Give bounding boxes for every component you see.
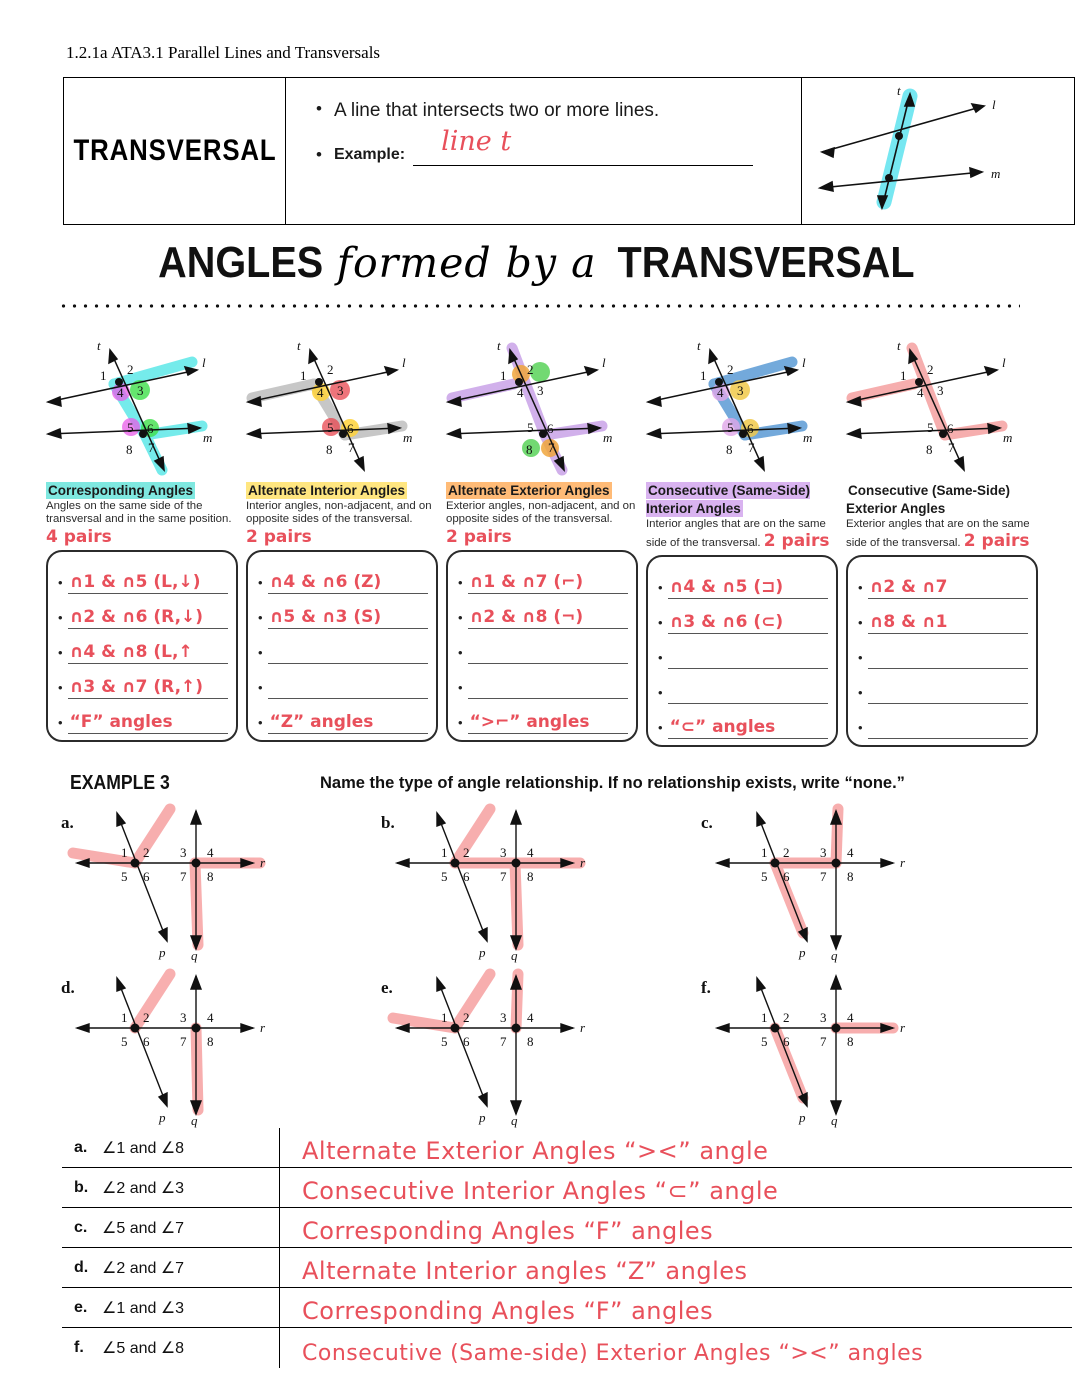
row-answer-blank[interactable] — [280, 1128, 1072, 1167]
example-diagram-d — [55, 970, 375, 1135]
card-alternate-exterior-angles — [442, 330, 642, 747]
svg-text:7: 7 — [548, 440, 555, 455]
answer-row[interactable]: • ∩8 & ∩1 — [856, 599, 1028, 634]
diagram-letter: c. — [701, 813, 713, 832]
answer-text: ∩3 & ∩7 (R,↑) — [69, 676, 204, 697]
svg-text:4: 4 — [317, 385, 324, 400]
answer-row[interactable]: • ∩4 & ∩6 (Z) — [256, 559, 428, 594]
svg-text:1: 1 — [761, 845, 768, 860]
answer-text: ∩2 & ∩6 (R,↓) — [69, 606, 204, 627]
answer-row[interactable]: • — [256, 629, 428, 664]
card-5-desc — [846, 518, 1038, 552]
banner-script: formed by a — [336, 239, 597, 287]
answer-row[interactable]: • ∩1 & ∩5 (L,↓) — [56, 559, 228, 594]
svg-text:8: 8 — [207, 1034, 214, 1049]
card-5-title: Consecutive (Same-Side) Exterior Angles — [846, 483, 1011, 516]
row-answer-blank[interactable] — [280, 1208, 1072, 1247]
diagram-f-label-p: p — [799, 1110, 806, 1125]
svg-text:1: 1 — [900, 368, 907, 383]
row-letter: d. — [74, 1258, 89, 1276]
row-letter: b. — [74, 1178, 89, 1196]
table-row — [62, 1168, 1072, 1208]
answer-row[interactable]: • — [856, 634, 1028, 669]
svg-text:7: 7 — [148, 440, 155, 455]
svg-text:7: 7 — [348, 440, 355, 455]
card-3-pairs: 2 pairs — [446, 526, 512, 547]
svg-text:4: 4 — [117, 385, 124, 400]
answer-row[interactable]: • ∩4 & ∩5 (⊐) — [656, 564, 828, 599]
answer-text: ∩2 & ∩8 (¬) — [469, 606, 584, 627]
svg-text:8: 8 — [126, 442, 133, 457]
card-2-head — [246, 482, 438, 500]
row-answer-blank[interactable] — [280, 1328, 1072, 1368]
diagram-d-label-r: r — [260, 1020, 266, 1035]
row-answer-handwriting: Corresponding Angles “F” angles — [302, 1217, 714, 1245]
svg-text:5: 5 — [327, 420, 334, 435]
svg-text:4: 4 — [847, 1010, 854, 1025]
card-2-title: Alternate Interior Angles — [248, 483, 406, 498]
diagram-d-label-p: p — [159, 1110, 166, 1125]
svg-text:3: 3 — [820, 845, 827, 860]
svg-text:t: t — [297, 338, 301, 353]
card-figure-5 — [842, 330, 1042, 482]
svg-text:1: 1 — [121, 845, 128, 860]
svg-text:2: 2 — [927, 362, 934, 377]
table-row — [62, 1328, 1072, 1368]
svg-text:m: m — [803, 430, 813, 445]
svg-text:7: 7 — [820, 1034, 827, 1049]
card-3-desc-text: Exterior angles, non-adjacent, and on opposite sides of the transversal. — [446, 500, 636, 526]
definition-term: TRANSVERSAL — [73, 134, 276, 167]
figure-label-t: t — [897, 83, 901, 98]
svg-text:l: l — [1002, 355, 1006, 370]
svg-text:5: 5 — [527, 420, 534, 435]
svg-text:8: 8 — [847, 869, 854, 884]
example-row-bottom — [55, 970, 1055, 1135]
svg-text:8: 8 — [326, 442, 333, 457]
banner-word-1: ANGLES — [158, 238, 324, 287]
answer-row[interactable]: • ∩2 & ∩7 — [856, 564, 1028, 599]
row-prompt: ∠2 and ∠7 — [102, 1248, 280, 1287]
answer-text: ∩4 & ∩5 (⊐) — [669, 576, 784, 597]
svg-text:5: 5 — [761, 1034, 768, 1049]
row-letter: a. — [74, 1138, 88, 1156]
svg-text:7: 7 — [820, 869, 827, 884]
svg-text:6: 6 — [783, 869, 790, 884]
row-prompt: ∠2 and ∠3 — [102, 1168, 280, 1207]
card-5-pairs: 2 pairs — [963, 531, 1030, 552]
diagram-c-label-q: q — [831, 948, 838, 963]
card-5-answer-box — [846, 555, 1038, 747]
card-5-head — [846, 482, 1038, 518]
example-diagram-a — [55, 805, 375, 970]
svg-text:7: 7 — [748, 440, 755, 455]
answer-text: ∩1 & ∩7 (⌐) — [469, 571, 584, 592]
diagram-f-label-q: q — [831, 1113, 838, 1128]
svg-text:4: 4 — [527, 1010, 534, 1025]
answer-row[interactable]: • “F” angles — [56, 699, 228, 734]
answer-text: “>⌐” angles — [469, 711, 590, 732]
row-letter: e. — [74, 1298, 88, 1316]
svg-text:4: 4 — [847, 845, 854, 860]
diagram-f-label-r: r — [900, 1020, 906, 1035]
svg-text:3: 3 — [937, 383, 944, 398]
example-3-diagrams — [55, 805, 1055, 1135]
card-consecutive-interior-angles — [642, 330, 842, 747]
table-row — [62, 1128, 1072, 1168]
svg-text:3: 3 — [180, 845, 187, 860]
svg-text:l: l — [602, 355, 606, 370]
card-3-desc — [446, 500, 638, 547]
svg-text:7: 7 — [180, 869, 187, 884]
svg-text:6: 6 — [783, 1034, 790, 1049]
svg-text:7: 7 — [948, 440, 955, 455]
answer-row[interactable]: • ∩3 & ∩6 (⊂) — [656, 599, 828, 634]
diagram-b-label-r: r — [580, 855, 586, 870]
svg-text:t: t — [497, 338, 501, 353]
diagram-b-label-p: p — [479, 945, 486, 960]
card-4-title: Consecutive (Same-Side) Interior Angles — [646, 483, 811, 516]
example-diagram-e — [375, 970, 695, 1135]
card-2-desc-text: Interior angles, non-adjacent, and on opposite sides of the transversal. — [246, 500, 432, 526]
svg-text:5: 5 — [927, 420, 934, 435]
svg-text:8: 8 — [527, 1034, 534, 1049]
svg-text:3: 3 — [500, 1010, 507, 1025]
svg-text:m: m — [1003, 430, 1013, 445]
svg-text:m: m — [203, 430, 213, 445]
svg-text:5: 5 — [127, 420, 134, 435]
table-row — [62, 1208, 1072, 1248]
svg-text:6: 6 — [143, 1034, 150, 1049]
answer-row[interactable]: • ∩2 & ∩6 (R,↓) — [56, 594, 228, 629]
svg-text:5: 5 — [121, 869, 128, 884]
svg-text:5: 5 — [761, 869, 768, 884]
example-3-instruction: Name the type of angle relationship. If no relationship exists, write “none.” — [320, 774, 905, 792]
figure-label-m: m — [991, 166, 1001, 181]
diagram-e-label-r: r — [580, 1020, 586, 1035]
diagram-e-label-p: p — [479, 1110, 486, 1125]
svg-text:6: 6 — [547, 421, 554, 436]
diagram-a-label-r: r — [260, 855, 266, 870]
row-letter: c. — [74, 1218, 88, 1236]
row-answer-blank[interactable] — [280, 1168, 1072, 1207]
answer-row[interactable]: • — [856, 669, 1028, 704]
card-alternate-interior-angles — [242, 330, 442, 747]
answer-text: “F” angles — [69, 711, 173, 732]
svg-text:6: 6 — [747, 421, 754, 436]
diagram-d-label-q: q — [191, 1113, 198, 1128]
answer-row[interactable]: • ∩1 & ∩7 (⌐) — [456, 559, 628, 594]
definition-box — [63, 77, 1075, 225]
svg-text:l: l — [402, 355, 406, 370]
row-answer-handwriting: Corresponding Angles “F” angles — [302, 1297, 714, 1325]
svg-text:3: 3 — [820, 1010, 827, 1025]
row-prompt: ∠5 and ∠8 — [102, 1328, 280, 1368]
answer-text: ∩2 & ∩7 — [869, 576, 948, 597]
svg-text:1: 1 — [761, 1010, 768, 1025]
svg-text:4: 4 — [517, 385, 524, 400]
svg-text:t: t — [897, 338, 901, 353]
card-corresponding-angles — [42, 330, 242, 747]
svg-text:5: 5 — [441, 869, 448, 884]
card-1-pairs: 4 pairs — [46, 526, 112, 547]
svg-text:6: 6 — [143, 869, 150, 884]
answer-row[interactable]: • — [456, 664, 628, 699]
definition-text: A line that intersects two or more lines. — [333, 100, 660, 121]
card-1-desc — [46, 500, 238, 547]
answer-table — [62, 1128, 1072, 1368]
svg-text:2: 2 — [463, 845, 470, 860]
card-figure-4 — [642, 330, 842, 482]
card-1-answer-box — [46, 550, 238, 742]
row-answer-blank[interactable] — [280, 1248, 1072, 1287]
svg-text:2: 2 — [327, 362, 334, 377]
svg-text:2: 2 — [143, 845, 150, 860]
svg-text:2: 2 — [143, 1010, 150, 1025]
svg-text:8: 8 — [726, 442, 733, 457]
answer-text: ∩8 & ∩1 — [869, 611, 948, 632]
card-4-desc-text: Interior angles that are on the same side of the transversal. — [646, 518, 826, 550]
table-row — [62, 1288, 1072, 1328]
diagram-a-label-p: p — [159, 945, 166, 960]
svg-text:5: 5 — [441, 1034, 448, 1049]
card-2-desc — [246, 500, 438, 547]
row-answer-handwriting: Consecutive (Same-side) Exterior Angles “><” angles — [302, 1341, 924, 1366]
svg-text:l: l — [202, 355, 206, 370]
svg-text:3: 3 — [137, 383, 144, 398]
bullet-icon: • — [316, 145, 322, 164]
row-prompt: ∠1 and ∠3 — [102, 1288, 280, 1327]
svg-text:7: 7 — [180, 1034, 187, 1049]
section-banner — [0, 238, 1080, 288]
answer-text: “⊂” angles — [669, 716, 776, 737]
answer-text: “Z” angles — [269, 711, 374, 732]
diagram-c-label-r: r — [900, 855, 906, 870]
answer-text: ∩5 & ∩3 (S) — [269, 606, 382, 627]
svg-text:4: 4 — [917, 385, 924, 400]
svg-text:7: 7 — [500, 1034, 507, 1049]
svg-text:6: 6 — [147, 421, 154, 436]
banner-word-2: TRANSVERSAL — [617, 238, 915, 287]
answer-text: ∩1 & ∩5 (L,↓) — [69, 571, 201, 592]
definition-body — [286, 78, 802, 224]
answer-row[interactable]: • “Z” angles — [256, 699, 428, 734]
answer-row[interactable]: • — [456, 629, 628, 664]
svg-text:t: t — [97, 338, 101, 353]
answer-row[interactable]: • — [256, 664, 428, 699]
row-answer-handwriting: Alternate Interior angles “Z” angles — [302, 1257, 748, 1285]
answer-row[interactable]: • — [856, 704, 1028, 739]
answer-text: ∩4 & ∩8 (L,↑ — [69, 641, 193, 662]
svg-text:2: 2 — [127, 362, 134, 377]
row-prompt: ∠5 and ∠7 — [102, 1208, 280, 1247]
svg-text:8: 8 — [207, 869, 214, 884]
card-consecutive-exterior-angles — [842, 330, 1042, 747]
svg-text:1: 1 — [441, 845, 448, 860]
svg-text:t: t — [697, 338, 701, 353]
svg-text:1: 1 — [100, 368, 107, 383]
card-4-desc — [646, 518, 838, 552]
answer-text: ∩3 & ∩6 (⊂) — [669, 611, 784, 632]
svg-text:1: 1 — [300, 368, 307, 383]
card-1-title: Corresponding Angles — [48, 483, 194, 498]
row-answer-handwriting: Alternate Exterior Angles “><” angle — [302, 1137, 769, 1165]
answer-row[interactable]: • “>⌐” angles — [456, 699, 628, 734]
definition-bullet-1 — [316, 100, 801, 122]
svg-text:5: 5 — [121, 1034, 128, 1049]
example-answer-handwriting: line t — [441, 126, 512, 157]
card-4-pairs: 2 pairs — [763, 531, 830, 552]
card-2-answer-box — [246, 550, 438, 742]
svg-text:3: 3 — [180, 1010, 187, 1025]
diagram-letter: a. — [61, 813, 74, 832]
svg-text:3: 3 — [337, 383, 344, 398]
card-5-desc-text: Exterior angles that are on the same side of the transversal. — [846, 518, 1030, 550]
banner-dotted-divider — [58, 303, 1020, 309]
definition-term-cell — [64, 78, 286, 224]
card-2-pairs: 2 pairs — [246, 526, 312, 547]
example-row-top — [55, 805, 1055, 970]
svg-text:1: 1 — [700, 368, 707, 383]
svg-text:3: 3 — [737, 383, 744, 398]
answer-row[interactable]: • ∩5 & ∩3 (S) — [256, 594, 428, 629]
answer-text: ∩4 & ∩6 (Z) — [269, 571, 382, 592]
svg-text:4: 4 — [717, 385, 724, 400]
answer-row[interactable]: • — [656, 669, 828, 704]
svg-text:2: 2 — [727, 362, 734, 377]
svg-text:2: 2 — [463, 1010, 470, 1025]
row-letter: f. — [74, 1339, 84, 1356]
svg-text:8: 8 — [926, 442, 933, 457]
svg-text:5: 5 — [727, 420, 734, 435]
diagram-e-label-q: q — [511, 1113, 518, 1128]
diagram-letter: d. — [61, 978, 75, 997]
row-answer-blank[interactable] — [280, 1288, 1072, 1327]
card-figure-1 — [42, 330, 242, 482]
card-3-title: Alternate Exterior Angles — [448, 483, 610, 498]
diagram-a-label-q: q — [191, 948, 198, 963]
example-3-label: EXAMPLE 3 — [70, 772, 170, 794]
svg-text:4: 4 — [207, 1010, 214, 1025]
card-1-desc-text: Angles on the same side of the transversal and in the same position. — [46, 500, 232, 526]
example-label: Example: — [333, 146, 406, 163]
table-row — [62, 1248, 1072, 1288]
card-figure-2 — [242, 330, 442, 482]
diagram-letter: e. — [381, 978, 393, 997]
card-3-head — [446, 482, 638, 500]
page-title: 1.2.1a ATA3.1 Parallel Lines and Transversals — [66, 43, 381, 62]
diagram-letter: f. — [701, 978, 711, 997]
bullet-icon: • — [316, 99, 322, 118]
svg-text:8: 8 — [526, 442, 533, 457]
svg-text:2: 2 — [527, 362, 534, 377]
row-answer-handwriting: Consecutive Interior Angles “⊂” angle — [302, 1177, 779, 1205]
transversal-figure — [802, 78, 1074, 224]
svg-text:8: 8 — [847, 1034, 854, 1049]
svg-text:2: 2 — [783, 1010, 790, 1025]
svg-text:1: 1 — [441, 1010, 448, 1025]
definition-example-row — [316, 126, 801, 166]
card-1-head — [46, 482, 238, 500]
diagram-letter: b. — [381, 813, 395, 832]
example-diagram-c — [695, 805, 1015, 970]
svg-text:4: 4 — [207, 845, 214, 860]
row-prompt: ∠1 and ∠8 — [102, 1128, 280, 1167]
svg-text:7: 7 — [500, 869, 507, 884]
svg-text:m: m — [603, 430, 613, 445]
svg-text:m: m — [403, 430, 413, 445]
card-4-answer-box — [646, 555, 838, 747]
svg-text:2: 2 — [783, 845, 790, 860]
svg-text:8: 8 — [527, 869, 534, 884]
answer-row[interactable]: • ∩2 & ∩8 (¬) — [456, 594, 628, 629]
card-4-head — [646, 482, 838, 518]
diagram-b-label-q: q — [511, 948, 518, 963]
example-diagram-b — [375, 805, 695, 970]
answer-row[interactable]: • ∩3 & ∩7 (R,↑) — [56, 664, 228, 699]
answer-row[interactable]: • ∩4 & ∩8 (L,↑ — [56, 629, 228, 664]
answer-row[interactable]: • “⊂” angles — [656, 704, 828, 739]
angle-type-cards — [42, 330, 1042, 747]
svg-text:6: 6 — [347, 421, 354, 436]
svg-text:3: 3 — [500, 845, 507, 860]
diagram-c-label-p: p — [799, 945, 806, 960]
card-figure-3 — [442, 330, 642, 482]
svg-text:3: 3 — [537, 383, 544, 398]
svg-text:6: 6 — [947, 421, 954, 436]
example-diagram-f — [695, 970, 1015, 1135]
svg-text:4: 4 — [527, 845, 534, 860]
svg-text:6: 6 — [463, 869, 470, 884]
svg-text:1: 1 — [500, 368, 507, 383]
example-answer-blank[interactable] — [413, 126, 753, 166]
svg-text:l: l — [802, 355, 806, 370]
answer-row[interactable]: • — [656, 634, 828, 669]
svg-text:6: 6 — [463, 1034, 470, 1049]
figure-label-l: l — [992, 97, 996, 112]
card-3-answer-box — [446, 550, 638, 742]
svg-text:1: 1 — [121, 1010, 128, 1025]
